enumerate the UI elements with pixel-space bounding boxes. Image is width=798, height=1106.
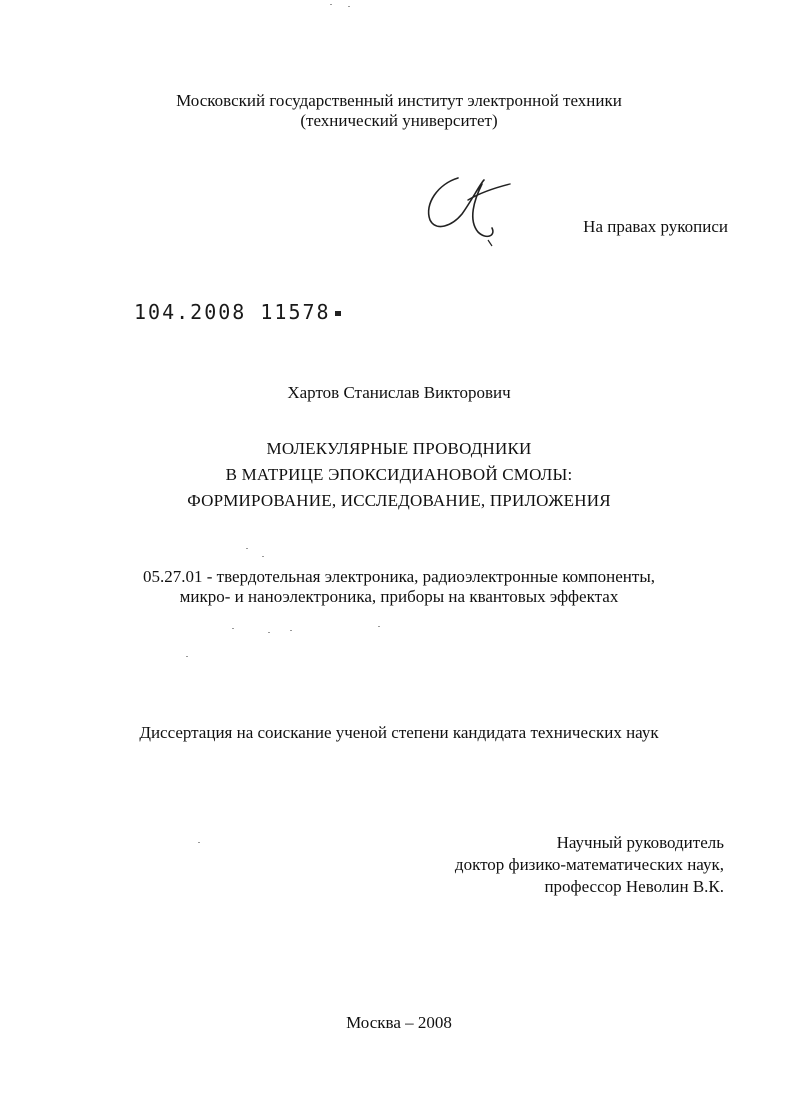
specialty-line-1: 05.27.01 - твердотельная электроника, радиоэлектронные компоненты,: [143, 567, 655, 586]
supervisor-role: Научный руководитель: [556, 833, 724, 852]
stamp-code: 104.2008 11578: [134, 300, 331, 324]
author-name: Хартов Станислав Викторович: [287, 383, 511, 402]
signature-icon: [418, 170, 528, 250]
scan-speck: [378, 626, 380, 627]
scan-speck: [198, 842, 200, 843]
rights-note: На правах рукописи: [583, 217, 728, 236]
institute-name: Московский государственный институт электронной техники: [176, 91, 622, 110]
supervisor-degree: доктор физико-математических наук,: [454, 855, 724, 874]
scan-speck: [186, 656, 188, 657]
scan-speck: [262, 556, 264, 557]
scan-speck: [268, 632, 270, 633]
scan-speck: [246, 548, 248, 549]
scan-speck: [232, 628, 234, 629]
degree-statement: Диссертация на соискание ученой степени кандидата технических наук: [139, 723, 659, 742]
institute-subtitle: (технический университет): [300, 111, 498, 130]
scan-speck: [348, 6, 350, 7]
archive-stamp: [134, 300, 341, 324]
scan-speck: [290, 630, 292, 631]
scan-speck: [330, 4, 332, 5]
specialty-line-2: микро- и наноэлектроника, приборы на квантовых эффектах: [179, 587, 619, 606]
stamp-mark: [335, 311, 341, 316]
supervisor-name: профессор Неволин В.К.: [544, 877, 724, 896]
title-line-3: ФОРМИРОВАНИЕ, ИССЛЕДОВАНИЕ, ПРИЛОЖЕНИЯ: [187, 491, 611, 510]
title-line-1: МОЛЕКУЛЯРНЫЕ ПРОВОДНИКИ: [266, 439, 532, 458]
title-line-2: В МАТРИЦЕ ЭПОКСИДИАНОВОЙ СМОЛЫ:: [225, 465, 573, 484]
supervisor-block: [455, 832, 724, 898]
city-year: Москва – 2008: [346, 1013, 452, 1032]
